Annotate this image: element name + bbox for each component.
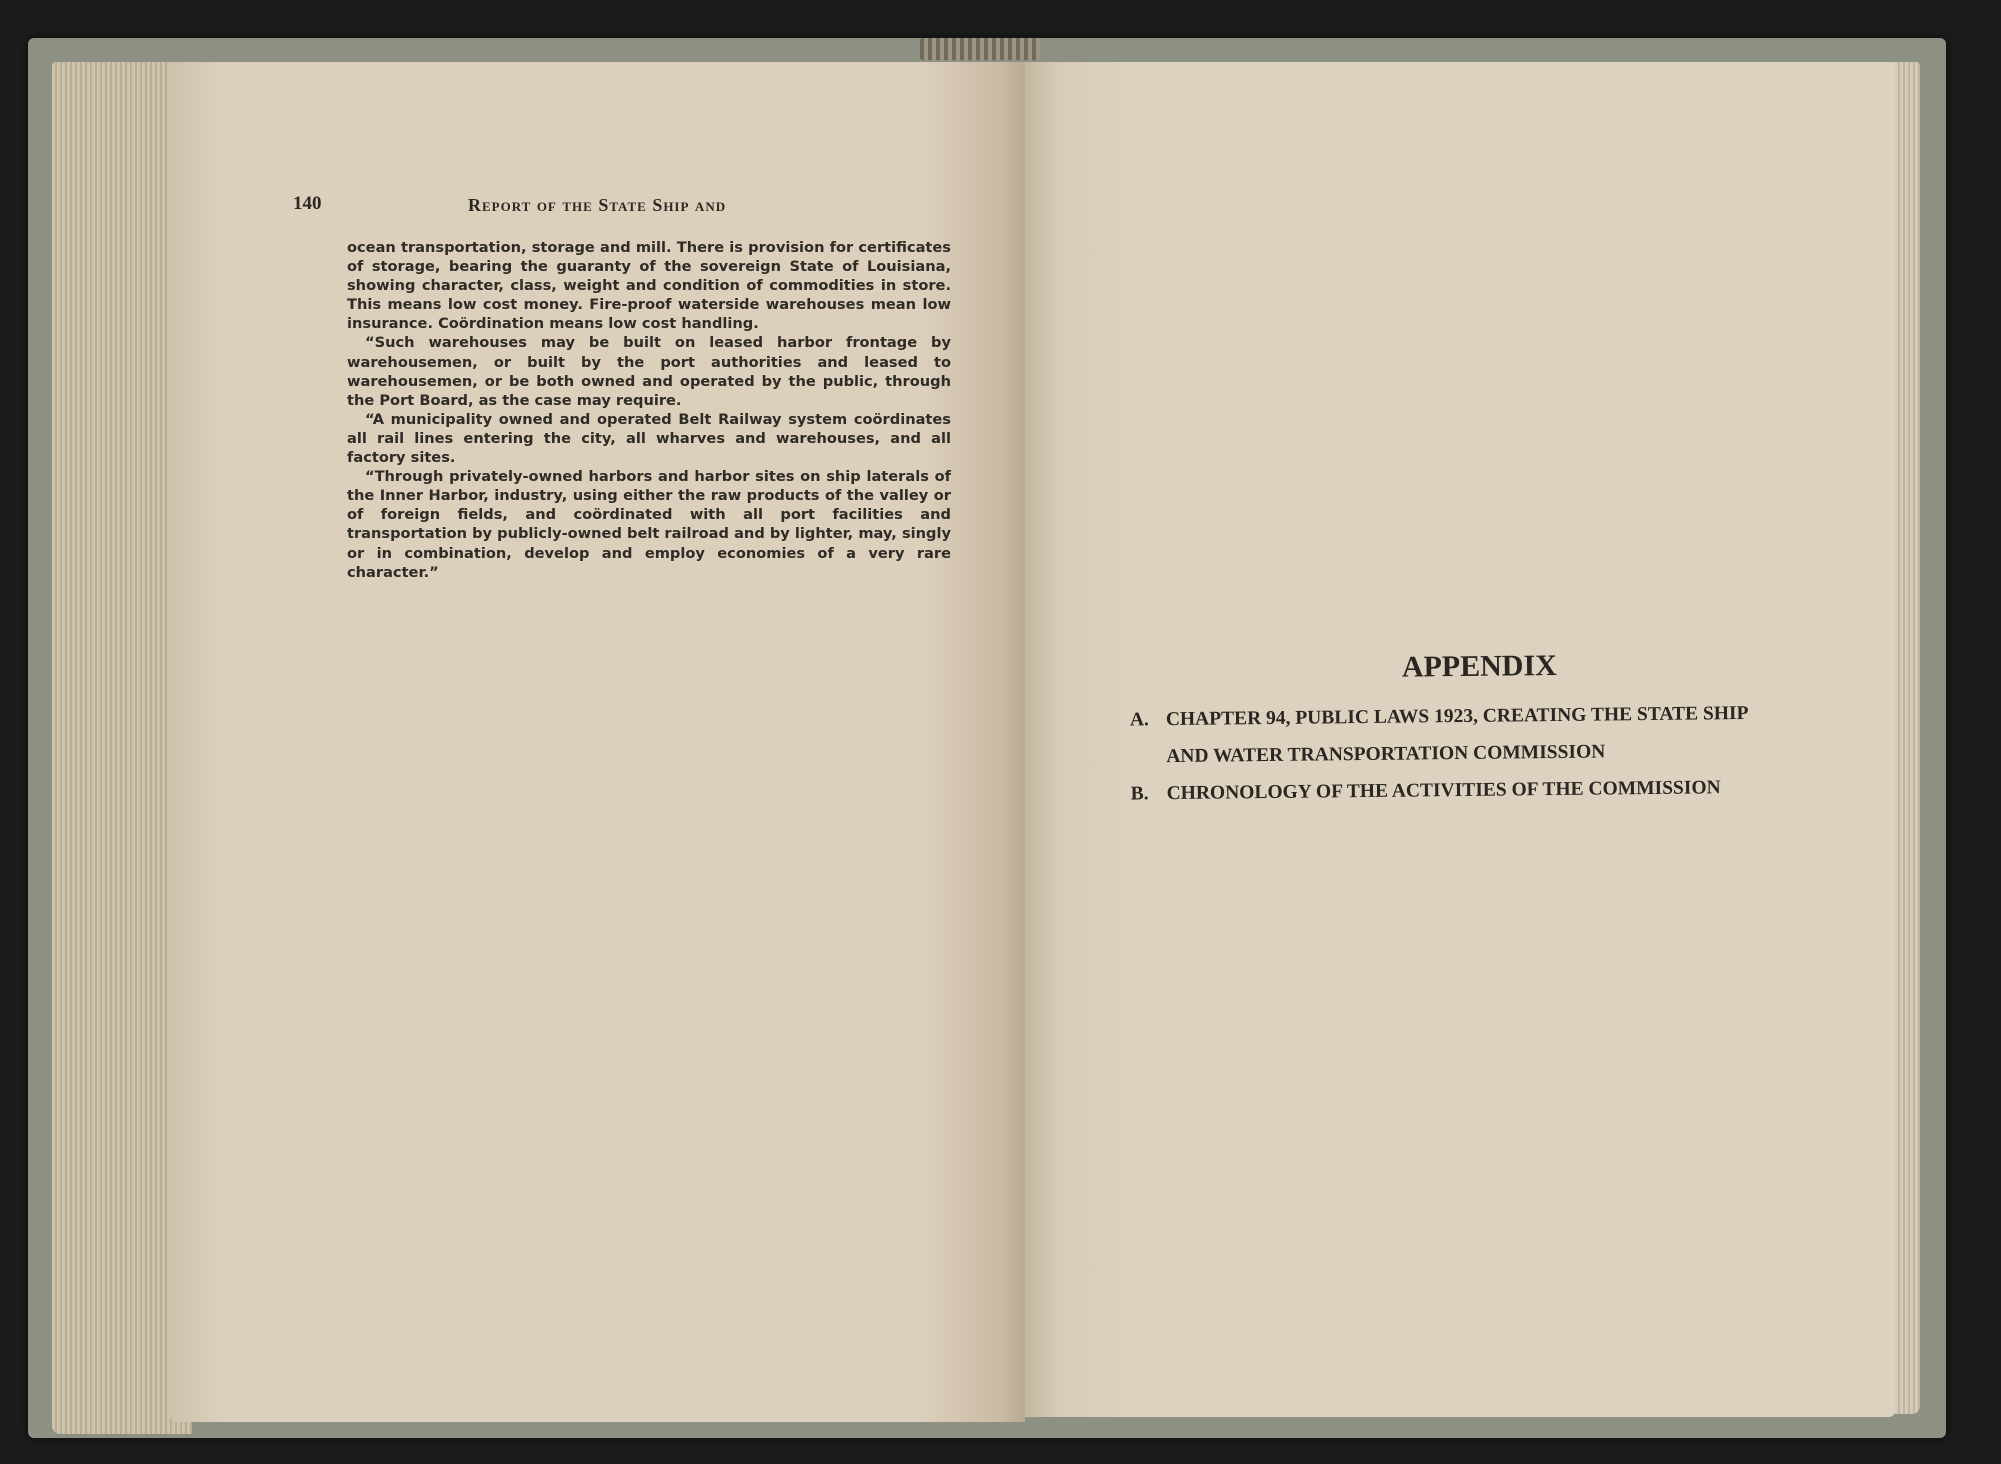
running-title: Report of the State Ship and: [468, 195, 727, 215]
appendix-item-b: [1130, 769, 1790, 813]
book-spine-top: [920, 38, 1040, 60]
paragraph-3: “A municipality owned and operated Belt Railway system coördinates all rail lines entering the city, all wharves and warehouses, and all factory sites.: [347, 410, 951, 467]
appendix-item-text: CHAPTER 94, PUBLIC LAWS 1923, CREATING THE STATE SHIP AND WATER TRANSPORTATION COMMISSION: [1165, 702, 1748, 768]
paragraph-4: “Through privately-owned harbors and harbor sites on ship laterals of the Inner Harbor, industry, using either the raw products of the valley or of foreign fields, and coördinated with all port facilities and transportation by publicly-owned belt railroad and by lighter, may, singly or in combination, develop and employ economies of a very rare character.”: [347, 468, 951, 581]
appendix-item-a: [1130, 695, 1791, 776]
appendix-title: APPENDIX: [1401, 648, 1558, 684]
left-page-body: [347, 238, 951, 582]
appendix-item-marker: A.: [1129, 709, 1149, 731]
appendix-list: [1130, 695, 1791, 813]
paragraph-2: “Such warehouses may be built on leased harbor frontage by warehousemen, or built by the port authorities and leased to warehousemen, or be both owned and operated by the public, through the Port Board, as the case may require.: [347, 334, 951, 409]
appendix-item-marker: B.: [1130, 783, 1149, 805]
appendix-item-text: CHRONOLOGY OF THE ACTIVITIES OF THE COMMISSION: [1166, 777, 1721, 805]
running-head: [293, 193, 953, 217]
appendix-section: [1129, 647, 1791, 813]
page-number: 140: [293, 193, 322, 214]
paragraph-1: ocean transportation, storage and mill. There is provision for certificates of storage, bearing the guaranty of the sovereign State of Louisiana, showing character, class, weight and condition of commodities in store. This means low cost money. Fire-proof waterside warehouses mean low insurance. Coördination means low cost handling.: [347, 239, 951, 333]
